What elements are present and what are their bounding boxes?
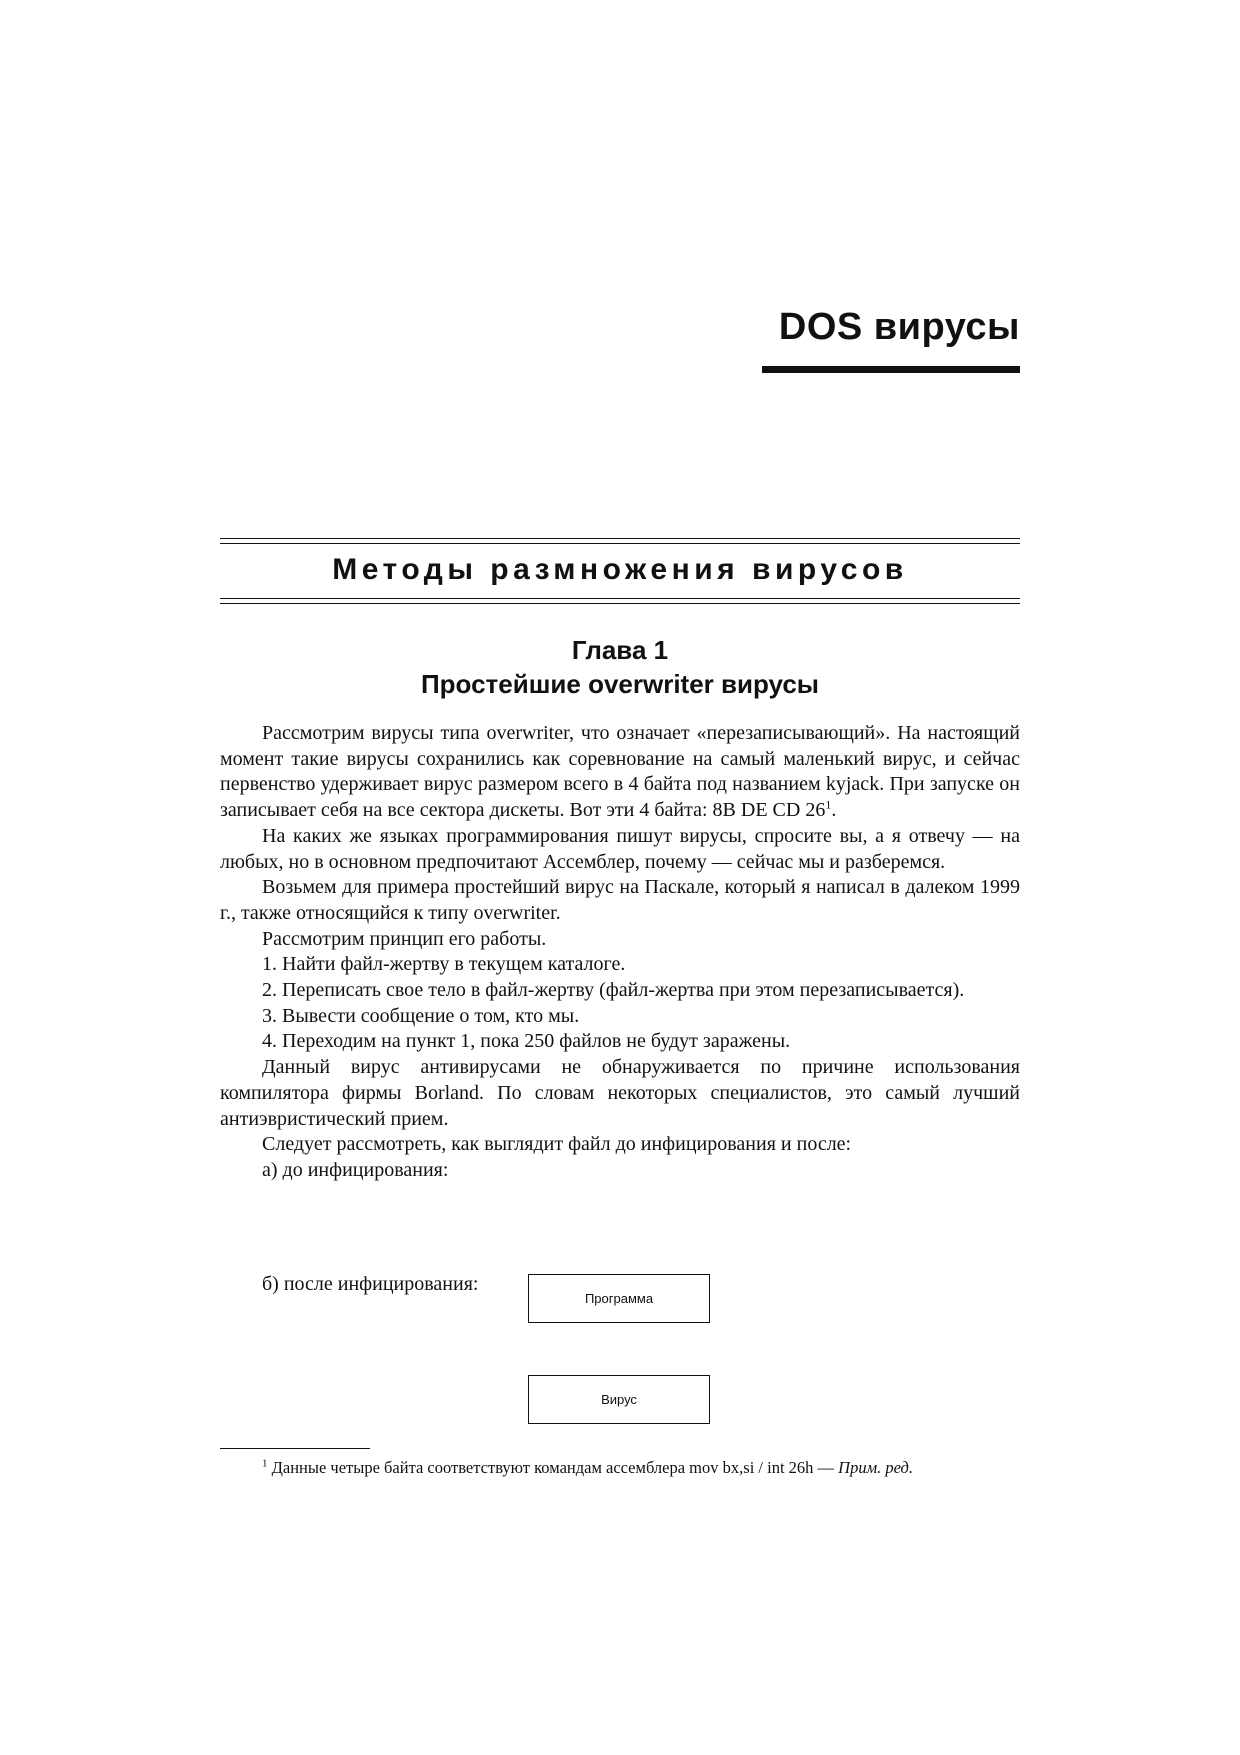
part-title-underline bbox=[762, 366, 1020, 373]
section-rule-bottom-2 bbox=[220, 603, 1020, 604]
part-title: DOS вирусы bbox=[778, 306, 1020, 348]
footnote-marker: 1 bbox=[262, 1457, 268, 1470]
chapter-body bbox=[220, 721, 1020, 1297]
paragraph-languages: На каких же языках программирования пишут вирусы, спросите вы, а я отвечу — на любых, но в основном предпочитают Ассемблер, почему — сейчас мы и разберемся. bbox=[220, 824, 1020, 873]
list-item-step-3: 3. Вывести сообщение о том, кто мы. bbox=[262, 1004, 580, 1027]
section-title: Методы размножения вирусов bbox=[332, 553, 908, 586]
paragraph-intro: Рассмотрим вирусы типа overwriter, что означает «перезаписывающий». На настоящий момент такие вирусы сохранились как соревнование на самый маленький вирус, и сейчас первенство удерживает вирус размером всего в 4 байта под названием kyjack. При запуске он записывает себя на все сектора дискеты. Вот эти 4 байта: 8B DE CD $26^1$. bbox=[220, 722, 1020, 822]
footnote bbox=[220, 1456, 1020, 1479]
diagram-spacer-before bbox=[220, 1184, 1020, 1272]
section-rule-bottom-1 bbox=[220, 598, 1020, 599]
chapter-number: Глава 1 bbox=[571, 635, 669, 665]
footnote-editor-note: Прим. ред. bbox=[838, 1458, 913, 1477]
paragraph-example: Возьмем для примера простейший вирус на Паскале, который я написал в далеком 1999 г., также относящийся к типу overwriter. bbox=[220, 876, 1020, 924]
paragraph-principle: Рассмотрим принцип его работы. bbox=[262, 927, 547, 950]
label-after-infection: б) после инфицирования: bbox=[262, 1272, 479, 1295]
section-banner bbox=[220, 538, 1020, 606]
diagram-box-virus: Вирус bbox=[528, 1375, 710, 1424]
chapter-heading bbox=[220, 633, 1020, 701]
section-rule-top-1 bbox=[220, 538, 1020, 539]
paragraph-comparison: Следует рассмотреть, как выглядит файл до инфицирования и после: bbox=[262, 1133, 852, 1156]
footnote-separator bbox=[220, 1448, 370, 1449]
list-item-step-2: 2. Переписать свое тело в файл-жертву (файл-жертва при этом перезаписывается). bbox=[262, 979, 965, 1002]
list-item-step-4: 4. Переходим на пункт 1, пока 250 файлов не будут заражены. bbox=[262, 1030, 791, 1053]
section-rule-top-2 bbox=[220, 543, 1020, 544]
list-item-step-1: 1. Найти файл-жертву в текущем каталоге. bbox=[262, 953, 626, 976]
diagram-box-program: Программа bbox=[528, 1274, 710, 1323]
footnote-text: Данные четыре байта соответствуют командам ассемблера mov bx,si / int 26h — bbox=[267, 1458, 839, 1477]
label-before-infection: а) до инфицирования: bbox=[262, 1158, 449, 1181]
footnote-ref: 1 bbox=[825, 797, 832, 812]
paragraph-detection: Данный вирус антивирусами не обнаруживается по причине использования компилятора фирмы Borland. По словам некоторых специалистов, это самый лучший антиэвристический прием. bbox=[220, 1056, 1020, 1130]
chapter-title: Простейшие overwriter вирусы bbox=[420, 669, 819, 699]
